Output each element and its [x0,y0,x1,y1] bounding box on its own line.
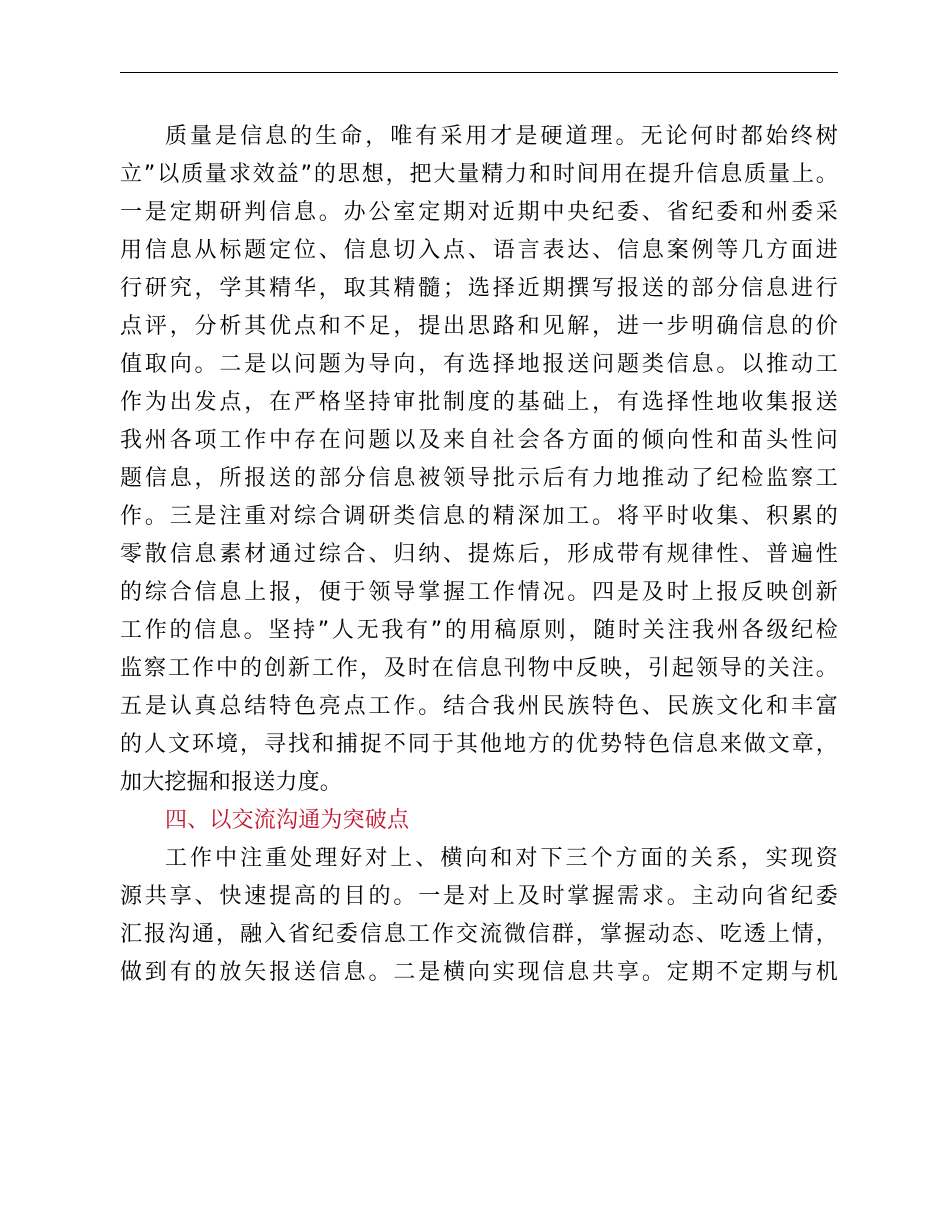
paragraph-line: 做到有的放矢报送信息。二是横向实现信息共享。定期不定期与机 [120,960,838,985]
paragraph-line: 立”以质量求效益”的思想，把大量精力和时间用在提升信息质量上。 [120,162,838,187]
paragraph-line: 源共享、快速提高的目的。一是对上及时掌握需求。主动向省纪委 [120,884,838,909]
paragraph-line: 用信息从标题定位、信息切入点、语言表达、信息案例等几方面进 [120,238,838,263]
paragraph-line: 质量是信息的生命，唯有采用才是硬道理。无论何时都始终树 [165,124,838,149]
document-body [120,118,838,992]
paragraph-line: 五是认真总结特色亮点工作。结合我州民族特色、民族文化和丰富 [120,694,838,719]
paragraph-line: 作。三是注重对综合调研类信息的精深加工。将平时收集、积累的 [120,504,838,529]
paragraph-line: 监察工作中的创新工作，及时在信息刊物中反映，引起领导的关注。 [120,656,838,681]
section-heading: 四、以交流沟通为突破点 [165,808,410,833]
paragraph-line: 工作中注重处理好对上、横向和对下三个方面的关系，实现资 [165,846,838,871]
paragraph-line: 值取向。二是以问题为导向，有选择地报送问题类信息。以推动工 [120,352,838,377]
paragraph-line: 的综合信息上报，便于领导掌握工作情况。四是及时上报反映创新 [120,580,838,605]
paragraph-line: 一是定期研判信息。办公室定期对近期中央纪委、省纪委和州委采 [120,200,838,225]
paragraph-line: 零散信息素材通过综合、归纳、提炼后，形成带有规律性、普遍性 [120,542,838,567]
paragraph-line: 汇报沟通，融入省纪委信息工作交流微信群，掌握动态、吃透上情， [120,922,838,947]
paragraph-line: 行研究，学其精华，取其精髓；选择近期撰写报送的部分信息进行 [120,276,838,301]
paragraph-line: 工作的信息。坚持”人无我有”的用稿原则，随时关注我州各级纪检 [120,618,838,643]
paragraph-line: 的人文环境，寻找和捕捉不同于其他地方的优势特色信息来做文章， [120,732,838,757]
paragraph-line: 我州各项工作中存在问题以及来自社会各方面的倾向性和苗头性问 [120,428,838,453]
header-rule [120,72,838,73]
paragraph-line: 题信息，所报送的部分信息被领导批示后有力地推动了纪检监察工 [120,466,838,491]
paragraph-line: 点评，分析其优点和不足，提出思路和见解，进一步明确信息的价 [120,314,838,339]
paragraph-line: 加大挖掘和报送力度。 [120,770,343,795]
paragraph-line: 作为出发点，在严格坚持审批制度的基础上，有选择性地收集报送 [120,390,838,415]
